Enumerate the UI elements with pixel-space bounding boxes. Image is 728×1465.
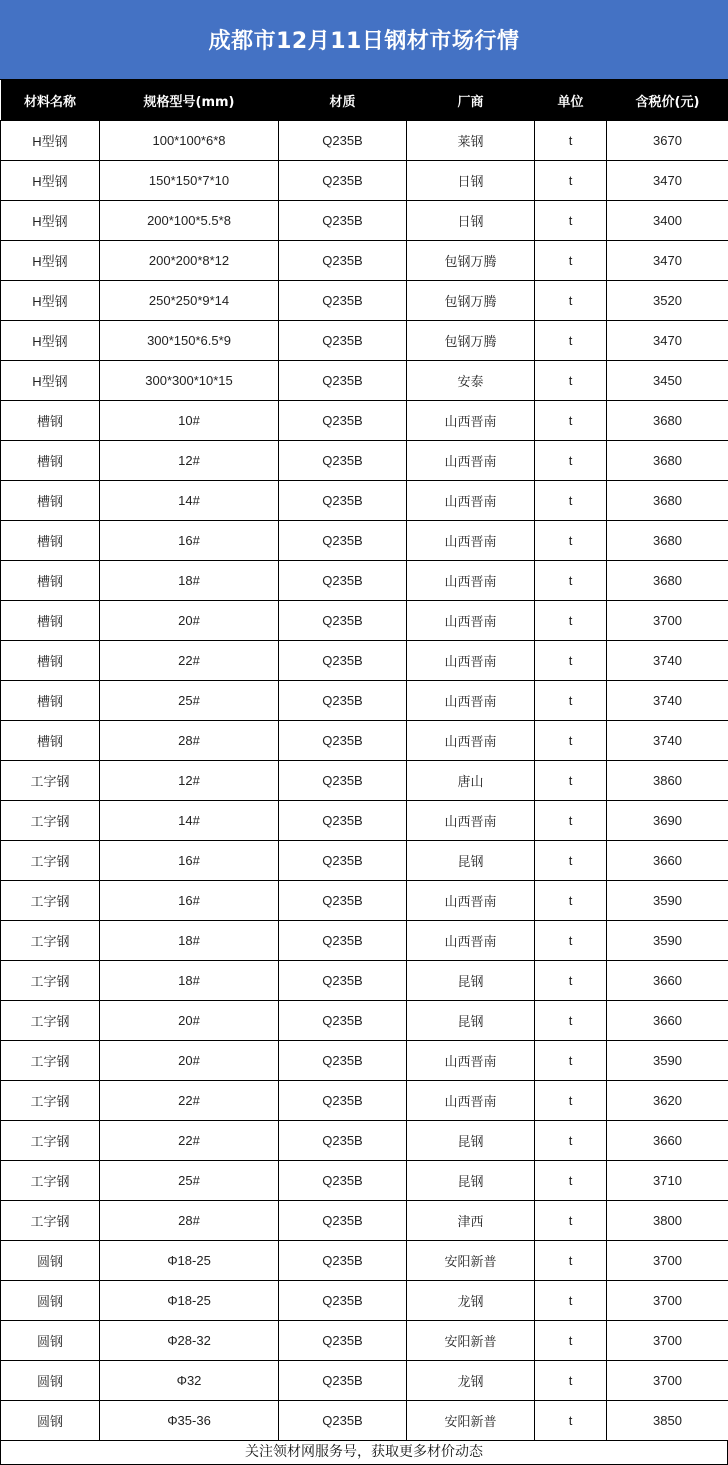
cell-price: 3470 (607, 321, 728, 361)
cell-material: 工字钢 (1, 841, 100, 881)
cell-spec: 20# (100, 1041, 279, 1081)
cell-spec: 16# (100, 841, 279, 881)
cell-manufacturer: 山西晋南 (407, 921, 535, 961)
cell-unit: t (535, 1081, 607, 1121)
table-row (1, 361, 728, 401)
cell-grade: Q235B (279, 401, 407, 441)
cell-grade: Q235B (279, 481, 407, 521)
cell-grade: Q235B (279, 681, 407, 721)
cell-unit: t (535, 681, 607, 721)
cell-spec: Φ32 (100, 1361, 279, 1401)
cell-spec: 200*200*8*12 (100, 241, 279, 281)
cell-unit: t (535, 241, 607, 281)
table-row (1, 321, 728, 361)
cell-unit: t (535, 721, 607, 761)
cell-grade: Q235B (279, 1241, 407, 1281)
table-row (1, 641, 728, 681)
cell-unit: t (535, 201, 607, 241)
cell-spec: 100*100*6*8 (100, 121, 279, 161)
cell-price: 3660 (607, 841, 728, 881)
cell-material: 工字钢 (1, 1161, 100, 1201)
cell-unit: t (535, 1041, 607, 1081)
cell-manufacturer: 安阳新普 (407, 1401, 535, 1441)
cell-spec: Φ28-32 (100, 1321, 279, 1361)
cell-manufacturer: 津西 (407, 1201, 535, 1241)
cell-manufacturer: 龙钢 (407, 1281, 535, 1321)
table-row (1, 881, 728, 921)
cell-material: H型钢 (1, 281, 100, 321)
table-row (1, 761, 728, 801)
cell-price: 3680 (607, 521, 728, 561)
cell-manufacturer: 莱钢 (407, 121, 535, 161)
cell-manufacturer: 昆钢 (407, 1001, 535, 1041)
cell-grade: Q235B (279, 921, 407, 961)
cell-unit: t (535, 641, 607, 681)
cell-manufacturer: 安阳新普 (407, 1321, 535, 1361)
cell-grade: Q235B (279, 721, 407, 761)
cell-material: H型钢 (1, 121, 100, 161)
table-row (1, 1241, 728, 1281)
cell-spec: 22# (100, 1081, 279, 1121)
cell-price: 3660 (607, 1121, 728, 1161)
cell-spec: 20# (100, 1001, 279, 1041)
cell-spec: 18# (100, 961, 279, 1001)
cell-manufacturer: 昆钢 (407, 1121, 535, 1161)
cell-spec: 22# (100, 641, 279, 681)
page-title: 成都市12月11日钢材市场行情 (0, 0, 728, 80)
cell-manufacturer: 安泰 (407, 361, 535, 401)
table-row (1, 1161, 728, 1201)
cell-manufacturer: 山西晋南 (407, 1081, 535, 1121)
cell-spec: 14# (100, 801, 279, 841)
cell-price: 3700 (607, 1321, 728, 1361)
cell-material: 槽钢 (1, 561, 100, 601)
cell-grade: Q235B (279, 601, 407, 641)
cell-grade: Q235B (279, 1361, 407, 1401)
cell-grade: Q235B (279, 1121, 407, 1161)
cell-unit: t (535, 961, 607, 1001)
cell-unit: t (535, 121, 607, 161)
cell-manufacturer: 山西晋南 (407, 561, 535, 601)
cell-grade: Q235B (279, 121, 407, 161)
cell-grade: Q235B (279, 281, 407, 321)
cell-spec: 22# (100, 1121, 279, 1161)
table-row (1, 1321, 728, 1361)
cell-manufacturer: 山西晋南 (407, 1041, 535, 1081)
cell-material: 槽钢 (1, 601, 100, 641)
cell-price: 3860 (607, 761, 728, 801)
cell-material: 工字钢 (1, 881, 100, 921)
cell-price: 3520 (607, 281, 728, 321)
cell-manufacturer: 昆钢 (407, 841, 535, 881)
cell-price: 3590 (607, 881, 728, 921)
cell-spec: 16# (100, 881, 279, 921)
cell-manufacturer: 山西晋南 (407, 801, 535, 841)
cell-price: 3660 (607, 961, 728, 1001)
table-row (1, 1041, 728, 1081)
cell-price: 3680 (607, 401, 728, 441)
cell-manufacturer: 包钢万腾 (407, 281, 535, 321)
table-row (1, 1281, 728, 1321)
cell-spec: 10# (100, 401, 279, 441)
cell-unit: t (535, 521, 607, 561)
cell-material: H型钢 (1, 201, 100, 241)
cell-unit: t (535, 481, 607, 521)
cell-material: 工字钢 (1, 1201, 100, 1241)
cell-spec: Φ35-36 (100, 1401, 279, 1441)
cell-material: 槽钢 (1, 521, 100, 561)
table-row (1, 201, 728, 241)
cell-material: 工字钢 (1, 1001, 100, 1041)
cell-material: 槽钢 (1, 441, 100, 481)
cell-spec: 25# (100, 681, 279, 721)
table-row (1, 441, 728, 481)
cell-manufacturer: 山西晋南 (407, 881, 535, 921)
cell-unit: t (535, 1121, 607, 1161)
cell-price: 3620 (607, 1081, 728, 1121)
cell-spec: 12# (100, 761, 279, 801)
cell-spec: 150*150*7*10 (100, 161, 279, 201)
footer-note: 关注领材网服务号，获取更多材价动态 (0, 1441, 728, 1465)
cell-manufacturer: 唐山 (407, 761, 535, 801)
table-row (1, 561, 728, 601)
table-row (1, 1201, 728, 1241)
cell-grade: Q235B (279, 561, 407, 601)
cell-grade: Q235B (279, 1201, 407, 1241)
cell-manufacturer: 山西晋南 (407, 441, 535, 481)
cell-material: 槽钢 (1, 401, 100, 441)
cell-grade: Q235B (279, 961, 407, 1001)
cell-price: 3740 (607, 641, 728, 681)
cell-grade: Q235B (279, 1281, 407, 1321)
cell-price: 3700 (607, 1281, 728, 1321)
cell-price: 3850 (607, 1401, 728, 1441)
table-row (1, 401, 728, 441)
cell-grade: Q235B (279, 1001, 407, 1041)
table-row (1, 801, 728, 841)
cell-manufacturer: 日钢 (407, 201, 535, 241)
cell-material: 圆钢 (1, 1321, 100, 1361)
cell-unit: t (535, 1241, 607, 1281)
cell-spec: 16# (100, 521, 279, 561)
table-row (1, 161, 728, 201)
table-row (1, 721, 728, 761)
cell-manufacturer: 包钢万腾 (407, 241, 535, 281)
cell-unit: t (535, 601, 607, 641)
table-row (1, 241, 728, 281)
cell-manufacturer: 昆钢 (407, 1161, 535, 1201)
cell-price: 3470 (607, 241, 728, 281)
cell-unit: t (535, 321, 607, 361)
cell-unit: t (535, 401, 607, 441)
table-row (1, 1401, 728, 1441)
cell-spec: Φ18-25 (100, 1281, 279, 1321)
cell-material: 工字钢 (1, 1121, 100, 1161)
cell-unit: t (535, 1361, 607, 1401)
cell-material: 槽钢 (1, 481, 100, 521)
cell-grade: Q235B (279, 321, 407, 361)
table-row (1, 1081, 728, 1121)
cell-material: 圆钢 (1, 1281, 100, 1321)
cell-unit: t (535, 881, 607, 921)
table-row (1, 481, 728, 521)
cell-price: 3450 (607, 361, 728, 401)
cell-grade: Q235B (279, 241, 407, 281)
table-body (1, 121, 728, 1441)
table-row (1, 1361, 728, 1401)
cell-manufacturer: 山西晋南 (407, 681, 535, 721)
cell-spec: 300*150*6.5*9 (100, 321, 279, 361)
cell-spec: 250*250*9*14 (100, 281, 279, 321)
cell-grade: Q235B (279, 361, 407, 401)
cell-price: 3680 (607, 481, 728, 521)
column-header-price: 含税价(元) (607, 80, 728, 121)
cell-grade: Q235B (279, 441, 407, 481)
cell-manufacturer: 山西晋南 (407, 721, 535, 761)
cell-material: 圆钢 (1, 1361, 100, 1401)
cell-grade: Q235B (279, 1161, 407, 1201)
cell-manufacturer: 日钢 (407, 161, 535, 201)
cell-grade: Q235B (279, 1081, 407, 1121)
table-row (1, 681, 728, 721)
cell-material: 工字钢 (1, 761, 100, 801)
cell-price: 3670 (607, 121, 728, 161)
cell-material: 工字钢 (1, 1081, 100, 1121)
cell-grade: Q235B (279, 161, 407, 201)
table-header-row (1, 80, 728, 121)
cell-grade: Q235B (279, 761, 407, 801)
cell-unit: t (535, 281, 607, 321)
cell-price: 3700 (607, 601, 728, 641)
cell-material: H型钢 (1, 321, 100, 361)
cell-unit: t (535, 1161, 607, 1201)
cell-grade: Q235B (279, 881, 407, 921)
column-header-unit: 单位 (535, 80, 607, 121)
cell-unit: t (535, 761, 607, 801)
cell-price: 3660 (607, 1001, 728, 1041)
cell-spec: 200*100*5.5*8 (100, 201, 279, 241)
cell-manufacturer: 昆钢 (407, 961, 535, 1001)
cell-spec: 18# (100, 921, 279, 961)
cell-price: 3700 (607, 1241, 728, 1281)
cell-spec: 12# (100, 441, 279, 481)
table-row (1, 961, 728, 1001)
cell-manufacturer: 山西晋南 (407, 481, 535, 521)
cell-unit: t (535, 441, 607, 481)
cell-material: 工字钢 (1, 961, 100, 1001)
cell-price: 3680 (607, 441, 728, 481)
cell-unit: t (535, 1201, 607, 1241)
column-header-material: 材料名称 (1, 80, 100, 121)
cell-material: 工字钢 (1, 921, 100, 961)
cell-price: 3680 (607, 561, 728, 601)
cell-material: 圆钢 (1, 1241, 100, 1281)
cell-price: 3740 (607, 721, 728, 761)
cell-unit: t (535, 361, 607, 401)
cell-price: 3590 (607, 921, 728, 961)
cell-material: 工字钢 (1, 801, 100, 841)
cell-grade: Q235B (279, 521, 407, 561)
table-row (1, 521, 728, 561)
cell-price: 3800 (607, 1201, 728, 1241)
cell-material: 槽钢 (1, 721, 100, 761)
cell-spec: 18# (100, 561, 279, 601)
cell-price: 3690 (607, 801, 728, 841)
cell-material: H型钢 (1, 241, 100, 281)
cell-grade: Q235B (279, 641, 407, 681)
cell-material: 槽钢 (1, 641, 100, 681)
cell-manufacturer: 山西晋南 (407, 601, 535, 641)
cell-unit: t (535, 1001, 607, 1041)
cell-unit: t (535, 1401, 607, 1441)
cell-unit: t (535, 841, 607, 881)
cell-material: 工字钢 (1, 1041, 100, 1081)
cell-unit: t (535, 801, 607, 841)
table-row (1, 921, 728, 961)
column-header-spec: 规格型号(mm) (100, 80, 279, 121)
cell-spec: 300*300*10*15 (100, 361, 279, 401)
cell-grade: Q235B (279, 841, 407, 881)
cell-grade: Q235B (279, 1401, 407, 1441)
cell-unit: t (535, 161, 607, 201)
cell-price: 3590 (607, 1041, 728, 1081)
cell-grade: Q235B (279, 201, 407, 241)
column-header-grade: 材质 (279, 80, 407, 121)
cell-material: 圆钢 (1, 1401, 100, 1441)
cell-spec: 28# (100, 1201, 279, 1241)
cell-spec: Φ18-25 (100, 1241, 279, 1281)
cell-price: 3470 (607, 161, 728, 201)
table-row (1, 121, 728, 161)
table-row (1, 1001, 728, 1041)
cell-manufacturer: 安阳新普 (407, 1241, 535, 1281)
cell-spec: 14# (100, 481, 279, 521)
cell-manufacturer: 山西晋南 (407, 401, 535, 441)
cell-material: H型钢 (1, 361, 100, 401)
table-row (1, 281, 728, 321)
cell-grade: Q235B (279, 1041, 407, 1081)
cell-manufacturer: 山西晋南 (407, 521, 535, 561)
cell-spec: 20# (100, 601, 279, 641)
cell-price: 3710 (607, 1161, 728, 1201)
cell-unit: t (535, 1321, 607, 1361)
cell-price: 3700 (607, 1361, 728, 1401)
table-row (1, 841, 728, 881)
cell-manufacturer: 山西晋南 (407, 641, 535, 681)
cell-unit: t (535, 921, 607, 961)
cell-unit: t (535, 561, 607, 601)
column-header-manufacturer: 厂商 (407, 80, 535, 121)
cell-grade: Q235B (279, 801, 407, 841)
price-table (0, 80, 728, 1441)
cell-spec: 28# (100, 721, 279, 761)
cell-manufacturer: 包钢万腾 (407, 321, 535, 361)
cell-price: 3740 (607, 681, 728, 721)
table-row (1, 1121, 728, 1161)
cell-manufacturer: 龙钢 (407, 1361, 535, 1401)
cell-price: 3400 (607, 201, 728, 241)
cell-grade: Q235B (279, 1321, 407, 1361)
cell-material: H型钢 (1, 161, 100, 201)
cell-spec: 25# (100, 1161, 279, 1201)
cell-material: 槽钢 (1, 681, 100, 721)
cell-unit: t (535, 1281, 607, 1321)
table-row (1, 601, 728, 641)
